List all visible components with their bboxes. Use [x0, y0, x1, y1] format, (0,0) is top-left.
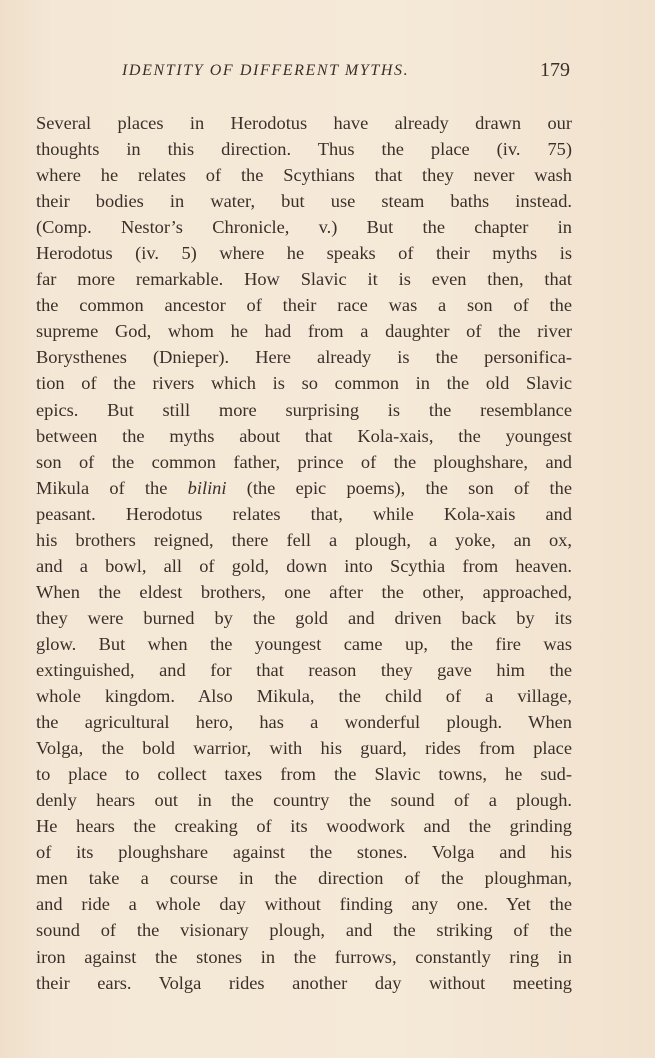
text-line: sound of the visionary plough, and the striking of the — [36, 920, 572, 941]
text-line: where he relates of the Scythians that they never wash — [36, 165, 572, 186]
text-line: their ears. Volga rides another day without meeting — [36, 972, 572, 993]
text-line: his brothers reigned, there fell a plough, a yoke, an ox, — [36, 529, 572, 550]
text-line: to place to collect taxes from the Slavic towns, he sud- — [36, 764, 572, 785]
running-head: IDENTITY OF DIFFERENT MYTHS. — [122, 62, 410, 79]
text-line: and a bowl, all of gold, down into Scythia from heaven. — [36, 555, 572, 576]
text-line: men take a course in the direction of the ploughman, — [36, 868, 572, 889]
text-line: extinguished, and for that reason they gave him the — [36, 659, 572, 680]
text-line: they were burned by the gold and driven back by its — [36, 607, 572, 628]
text-line: When the eldest brothers, one after the other, approached, — [36, 581, 572, 602]
text-line: son of the common father, prince of the ploughshare, and — [36, 451, 572, 472]
text-line: Herodotus (iv. 5) where he speaks of their myths is — [36, 243, 572, 264]
text-line: iron against the stones in the furrows, constantly ring in — [36, 946, 572, 967]
text-line: of its ploughshare against the stones. Volga and his — [36, 842, 572, 863]
text-line: far more remarkable. How Slavic it is even then, that — [36, 269, 572, 290]
text-line: between the myths about that Kola-xais, the youngest — [36, 425, 572, 446]
italic-term: bilini — [187, 477, 227, 498]
text-line: Borysthenes (Dnieper). Here already is the personifica- — [36, 347, 572, 368]
page-number: 179 — [540, 59, 570, 81]
text-line: glow. But when the youngest came up, the fire was — [36, 633, 572, 654]
text-line: (Comp. Nestor’s Chronicle, v.) But the chapter in — [36, 217, 572, 238]
text-line: the agricultural hero, has a wonderful plough. When — [36, 712, 572, 733]
body-text — [36, 110, 572, 996]
page-header — [36, 59, 572, 86]
text-line: thoughts in this direction. Thus the place (iv. 75) — [36, 139, 572, 160]
text-line: Several places in Herodotus have already drawn our — [36, 113, 572, 133]
text-line: peasant. Herodotus relates that, while Kola-xais and — [36, 503, 572, 524]
text-line: the common ancestor of their race was a son of the — [36, 295, 572, 316]
text-segment: Mikula of the — [36, 477, 168, 498]
text-line: He hears the creaking of its woodwork and the grinding — [36, 816, 572, 837]
text-line: denly hears out in the country the sound of a plough. — [36, 790, 572, 811]
text-line-with-italic — [36, 475, 572, 501]
text-line: whole kingdom. Also Mikula, the child of a village, — [36, 686, 572, 707]
text-line: and ride a whole day without finding any one. Yet the — [36, 894, 572, 915]
text-line: their bodies in water, but use steam baths instead. — [36, 191, 572, 212]
text-line: Volga, the bold warrior, with his guard, rides from place — [36, 738, 572, 759]
text-segment: (the epic poems), the son of the — [246, 477, 572, 498]
text-line: tion of the rivers which is so common in the old Slavic — [36, 373, 572, 394]
text-line: epics. But still more surprising is the resemblance — [36, 399, 572, 420]
text-line: supreme God, whom he had from a daughter of the river — [36, 321, 572, 342]
